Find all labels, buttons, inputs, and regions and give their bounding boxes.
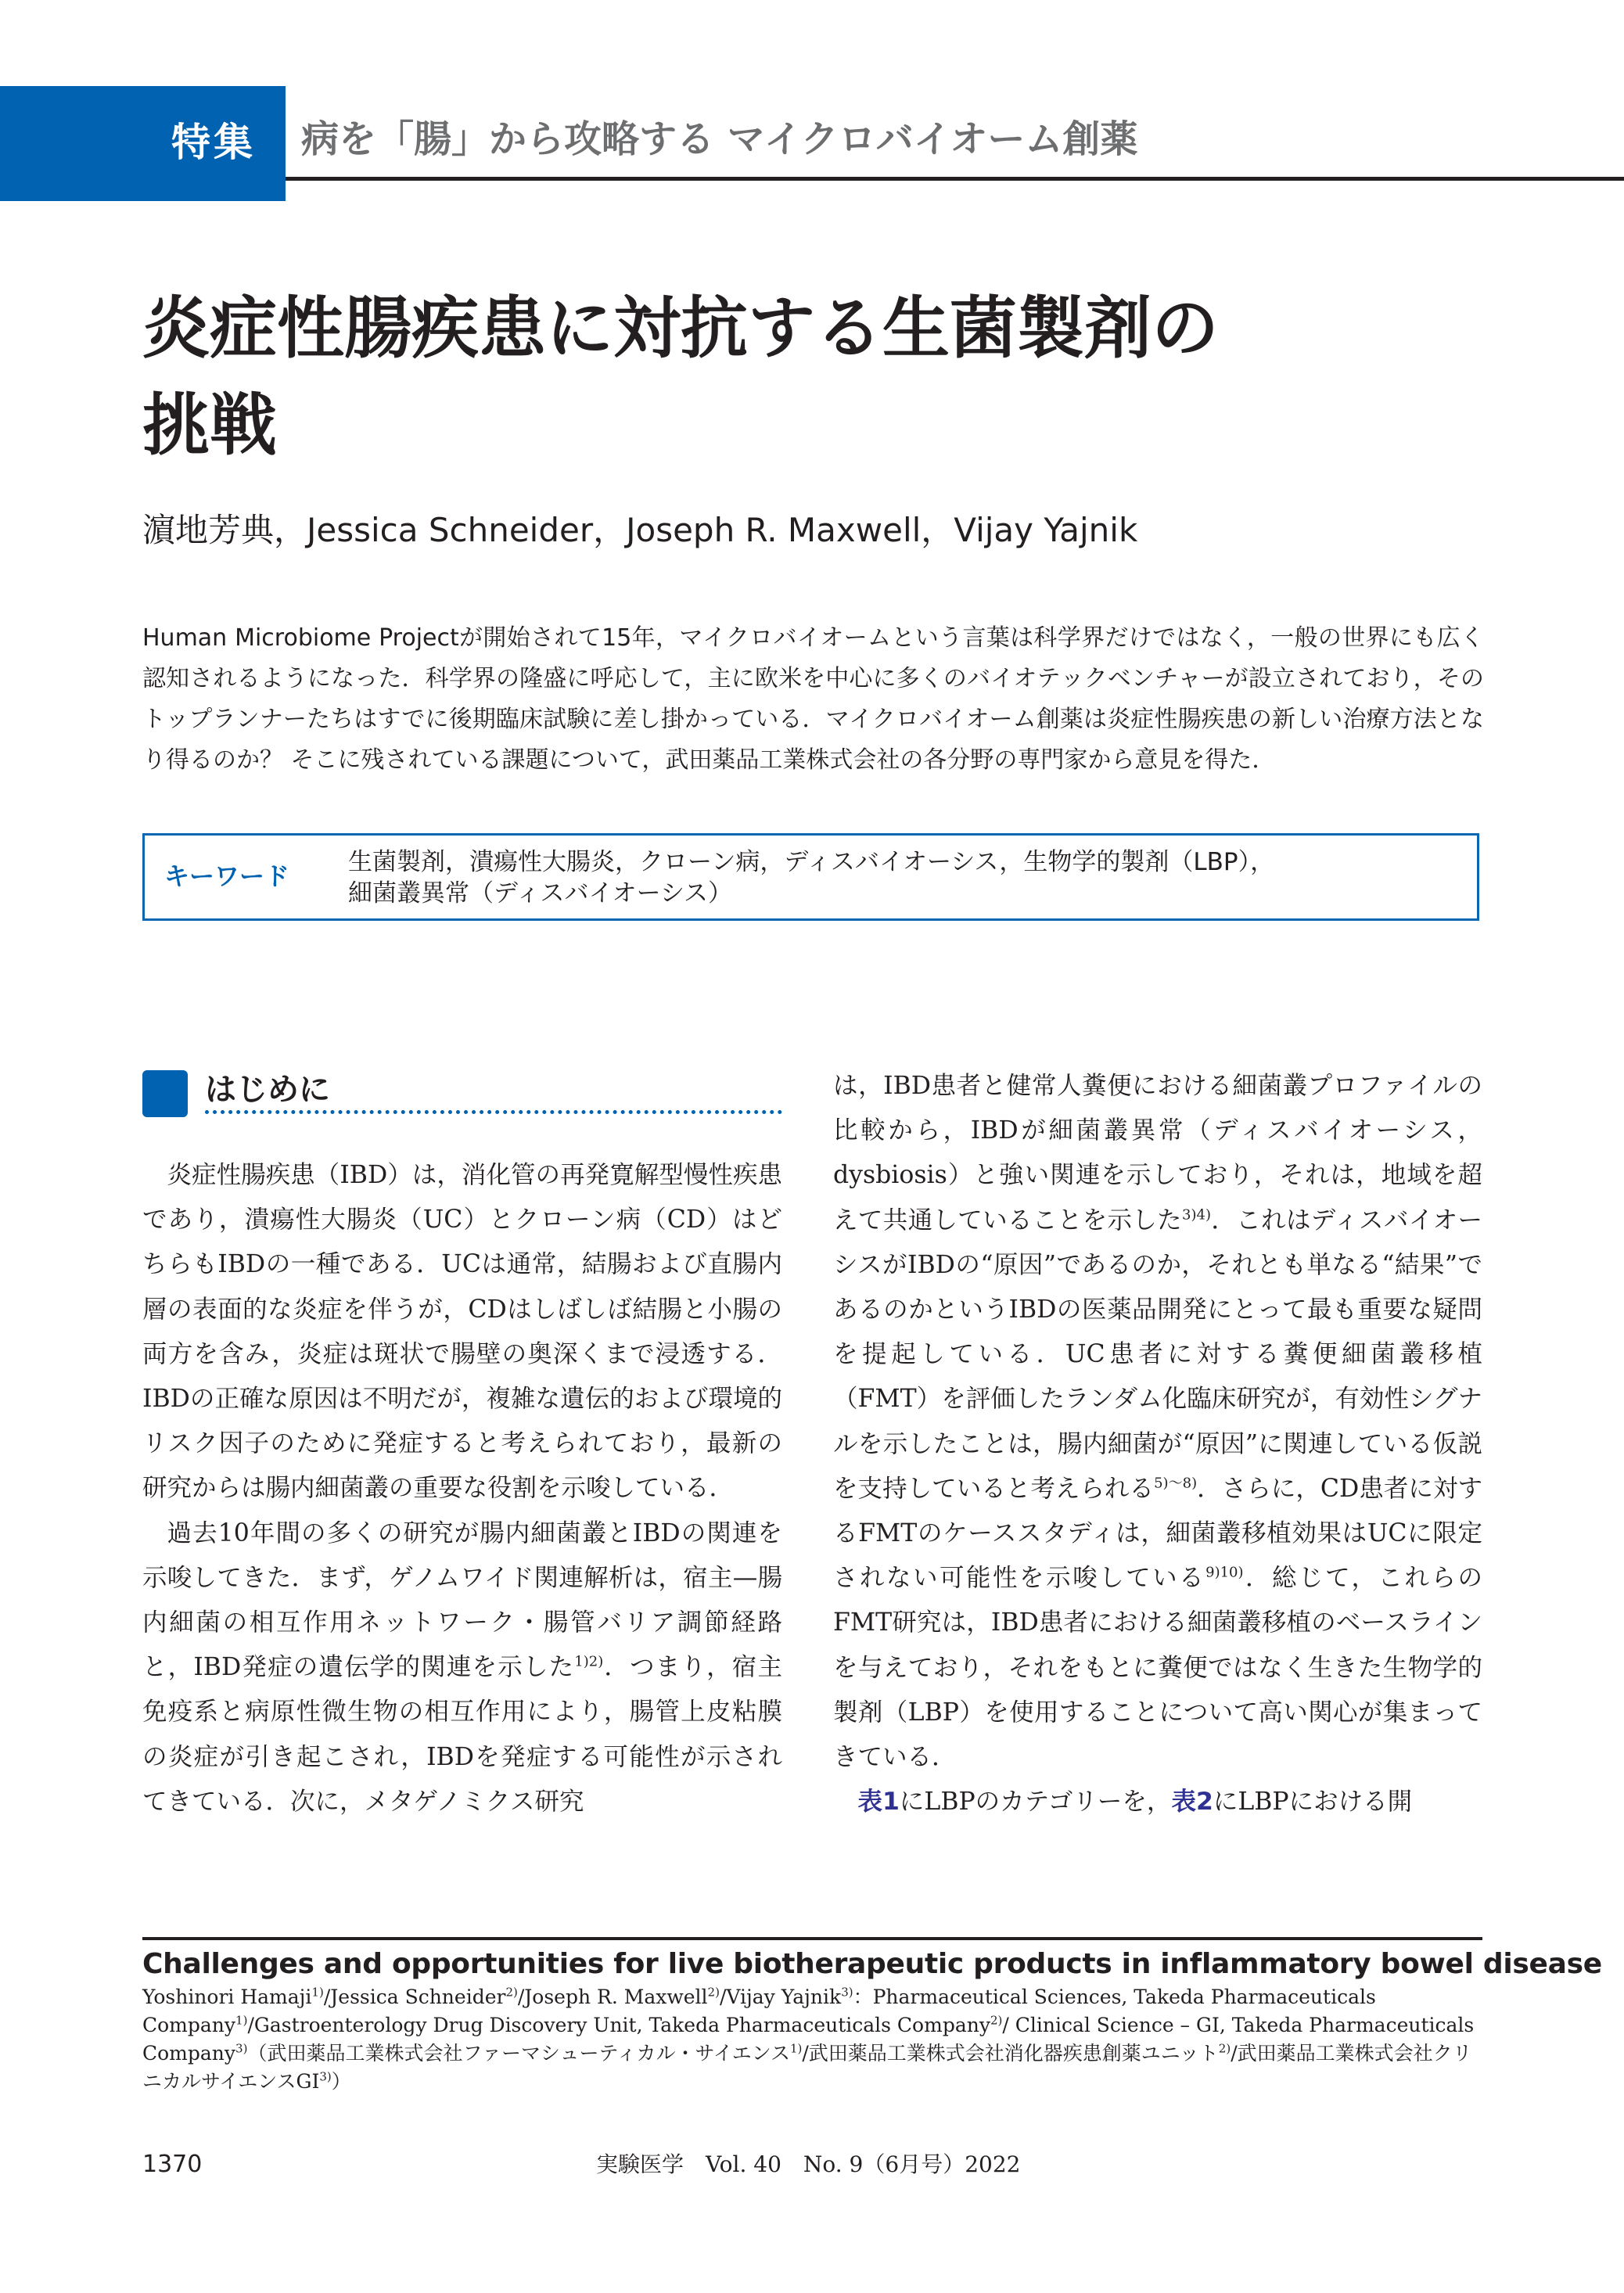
affil-sup: 1) [789, 2041, 803, 2056]
citation-ref[interactable]: 1)2) [574, 1653, 604, 1670]
author-list: 濵地芳典，Jessica Schneider，Joseph R. Maxwell，Vijay Yajnik [142, 511, 1138, 549]
keyword-line-2: 細菌叢異常（ディスバイオーシス） [348, 879, 733, 907]
page-number: 1370 [142, 2151, 203, 2178]
paragraph-text: ．総じて，これらのFMT研究は，IBD患者における細菌叢移植のベースラインを与えており，それをもとに糞便ではなく生きた生物学的製剤（LBP）を使用することについて高い関心が集まってきている． [833, 1564, 1482, 1772]
affil-author: /Vijay Yajnik [719, 1986, 842, 2008]
table-2-link[interactable]: 表2 [1171, 1788, 1213, 1817]
affil-org: /武田薬品工業株式会社消化器疾患創薬ユニット [802, 2042, 1219, 2065]
table-1-link[interactable]: 表1 [857, 1788, 900, 1817]
body-column-left [142, 1153, 782, 1824]
citation-ref[interactable]: 9)10) [1205, 1564, 1244, 1581]
affil-author: Yoshinori Hamaji [142, 1986, 312, 2008]
affil-org: ：Pharmaceutical Sciences, Takeda Pharmaceuticals Company [142, 1986, 1376, 2036]
keyword-box [142, 833, 1479, 921]
keyword-list [348, 846, 1459, 909]
keyword-label: キーワード [164, 861, 290, 891]
keyword-line-1: 生菌製剤，潰瘍性大腸炎，クローン病，ディスバイオーシス，生物学的製剤（LBP）， [348, 848, 1275, 876]
journal-citation: 実験医学 Vol. 40 No. 9（6月号）2022 [596, 2151, 1021, 2177]
paragraph: 炎症性腸疾患（IBD）は，消化管の再発寛解型慢性疾患であり，潰瘍性大腸炎（UC）とクローン病（CD）はどちらもIBDの一種である．UCは通常，結腸および直腸内層の表面的な炎症を伴うが，CDはしばしば結腸と小腸の両方を含み，炎症は斑状で腸壁の奥深くまで浸透する．IBDの正確な原因は不明だが，複雑な遺伝的および環境的リスク因子のために発症すると考えられており，最新の研究からは腸内細菌叢の重要な役割を示唆している． [142, 1161, 782, 1503]
affil-sup: 1) [235, 2013, 248, 2028]
affil-sup: 3) [319, 2069, 332, 2084]
section-heading [142, 1070, 782, 1117]
feature-tag-label: 特集 [171, 120, 256, 165]
affil-sup: 3) [841, 1985, 853, 2000]
series-title: 病を「腸」から攻略する マイクロバイオーム創薬 [301, 117, 1138, 161]
affil-author: /Joseph R. Maxwell [517, 1986, 708, 2008]
paragraph-text: にLBPのカテゴリーを， [899, 1788, 1172, 1817]
affil-sup: 2) [1218, 2041, 1231, 2056]
paragraph-text: 過去10年間の多くの研究が腸内細菌叢とIBDの関連を示唆してきた．まず，ゲノムワイド関連解析は，宿主—腸内細菌の相互作用ネットワーク・腸管バリア調節経路と，IBD発症の遺伝学的関連を示した [142, 1518, 782, 1682]
section-square-icon [142, 1070, 188, 1117]
affil-sup: 2) [505, 1985, 518, 2000]
affil-org: /武田薬品工業株式会社クリニカルサイエンスGI [142, 2042, 1472, 2093]
affil-sup: 1) [311, 1985, 324, 2000]
paragraph [833, 1780, 1482, 1824]
affiliations [142, 1983, 1482, 2096]
paragraph [142, 1511, 782, 1824]
body-column-right [833, 1064, 1482, 1824]
paragraph-text: ．さらに，CD患者に対するFMTのケーススタディは，細菌叢移植効果はUCに限定されない可能性を示唆している [833, 1474, 1482, 1593]
feature-tag-block [0, 86, 286, 201]
article-title [142, 280, 1519, 474]
paragraph [833, 1064, 1482, 1780]
article-title-line-1: 炎症性腸疾患に対抗する生菌製剤の [142, 289, 1219, 368]
citation-ref[interactable]: 3)4) [1182, 1206, 1211, 1224]
section-title: はじめに [205, 1072, 330, 1108]
paragraph-text: にLBPにおける開 [1213, 1788, 1413, 1817]
affil-org: /Gastroenterology Drug Discovery Unit, Takeda Pharmaceuticals Company [247, 2014, 990, 2036]
abstract [142, 618, 1484, 781]
abstract-text: Human Microbiome Projectが開始されて15年，マイクロバイオームという言葉は科学界だけではなく，一般の世界にも広く認知されるようになった．科学界の隆盛に呼応して，主に欧米を中心に多くのバイオテックベンチャーが設立されており，そのトップランナーたちはすでに後期臨床試験に差し掛かっている．マイクロバイオーム創薬は炎症性腸疾患の新しい治療方法となり得るのか？ そこに残されている課題について，武田薬品工業株式会社の各分野の専門家から意見を得た． [142, 624, 1484, 774]
footer-divider [142, 1937, 1482, 1940]
paragraph-text: ．つまり，宿主免疫系と病原性微生物の相互作用により，腸管上皮粘膜の炎症が引き起こされ，IBDを発症する可能性が示されてきている．次に，メタゲノミクス研究 [142, 1653, 782, 1816]
affil-author: /Jessica Schneider [323, 1986, 506, 2008]
affil-org: / Clinical Science – GI, Takeda Pharmaceuticals Company [142, 2014, 1475, 2065]
paragraph-text: は，IBD患者と健常人糞便における細菌叢プロファイルの比較から，IBDが細菌叢異常（ディスバイオーシス，dysbiosis）と強い関連を示しており，それは，地域を超えて共通していることを示した [833, 1072, 1482, 1235]
article-title-line-2: 挑戦 [142, 386, 277, 465]
affiliation-text [142, 1983, 1482, 2096]
affil-sup: 3) [235, 2041, 248, 2056]
paragraph-text: ．これはディスバイオーシスがIBDの“原因”であるのか，それとも単なる“結果”であるのかというIBDの医薬品開発にとって最も重要な疑問を提起している．UC患者に対する糞便細菌叢移植（FMT）を評価したランダム化臨床研究が，有効性シグナルを示したことは，腸内細菌が“原因”に関連している仮説を支持していると考えられる [833, 1206, 1482, 1503]
section-dotted-rule [205, 1110, 782, 1114]
affil-sup: 2) [707, 1985, 720, 2000]
citation-ref[interactable]: 5)～8) [1154, 1475, 1198, 1492]
affil-sup: 2) [990, 2013, 1003, 2028]
affil-org: ） [331, 2070, 351, 2093]
english-title: Challenges and opportunities for live biotherapeutic products in inflammatory bowel disease [142, 1948, 1602, 1980]
affil-org: （武田薬品工業株式会社ファーマシューティカル・サイエンス [247, 2042, 790, 2065]
header-divider [286, 177, 1624, 181]
